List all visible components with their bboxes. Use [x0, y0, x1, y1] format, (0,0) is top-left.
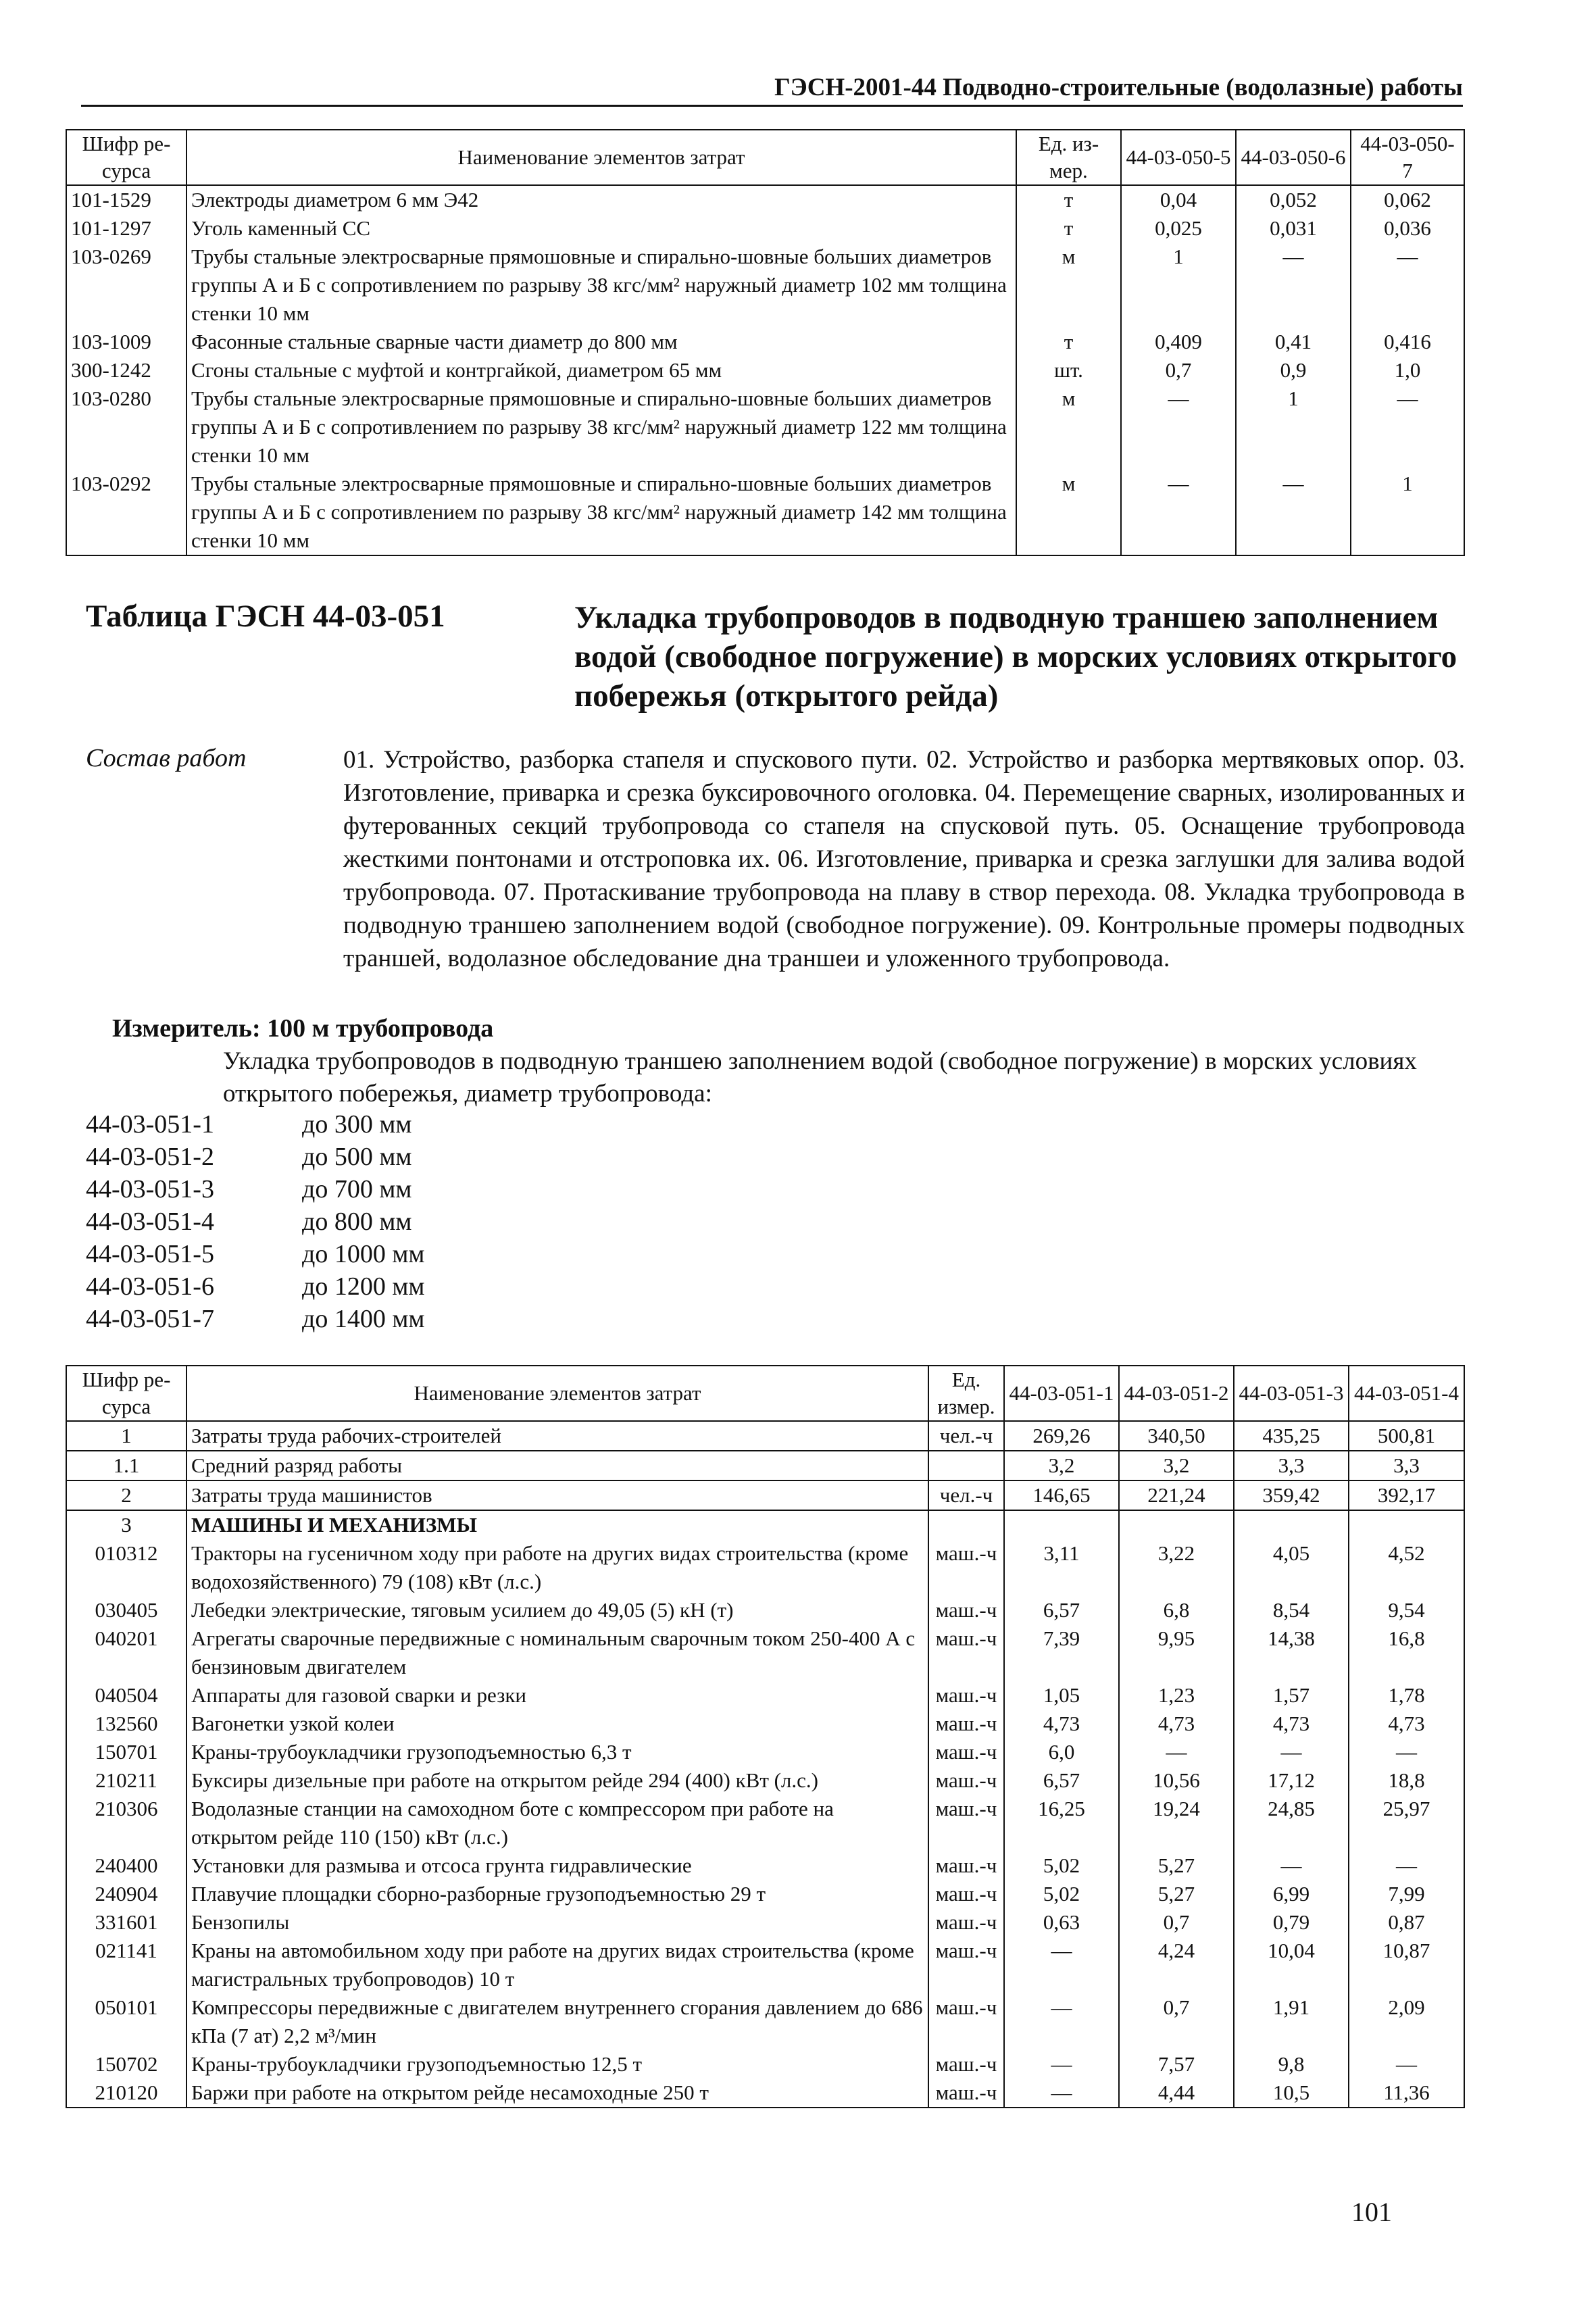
unit [928, 1451, 1004, 1480]
norm-code: 44-03-051-2 [86, 1143, 214, 1171]
unit: маш.-ч [928, 1539, 1004, 1596]
resource-name: Баржи при работе на открытом рейде несамоходные 250 т [186, 2078, 928, 2108]
norm-value: 10,56 [1119, 1766, 1234, 1795]
norm-value: 5,27 [1119, 1880, 1234, 1908]
resource-name: Аппараты для газовой сварки и резки [186, 1681, 928, 1710]
norm-value: 9,8 [1234, 2050, 1349, 2078]
resource-code: 103-0292 [66, 470, 186, 555]
table-row [66, 1738, 1464, 1766]
norm-value: 0,036 [1351, 214, 1464, 243]
resource-code: 040504 [66, 1681, 186, 1710]
list-item [86, 1205, 424, 1238]
resource-name: Водолазные станции на самоходном боте с компрессором при работе на открытом рейде 110 (150) кВт (л.с.) [186, 1795, 928, 1851]
norm-value: — [1004, 1937, 1119, 1993]
unit: маш.-ч [928, 1795, 1004, 1851]
norm-value: — [1349, 2050, 1464, 2078]
table-row [66, 1795, 1464, 1851]
norm-value: 500,81 [1349, 1421, 1464, 1451]
list-item [86, 1270, 424, 1303]
norm-value: 1,91 [1234, 1993, 1349, 2050]
col-header-name: Наименование элементов затрат [186, 130, 1016, 185]
resource-code: 040201 [66, 1624, 186, 1681]
resource-name: Бензопилы [186, 1908, 928, 1937]
norm-diameter: до 300 мм [302, 1110, 412, 1139]
norm-value: 3,3 [1234, 1451, 1349, 1480]
norm-value: 25,97 [1349, 1795, 1464, 1851]
norm-value: 4,24 [1119, 1937, 1234, 1993]
norm-value: 0,41 [1236, 328, 1351, 356]
table-row [66, 2078, 1464, 2108]
table-row [66, 356, 1464, 384]
resource-name: Краны на автомобильном ходу при работе на других видах строительства (кроме магистральных трубопроводов) 10 т [186, 1937, 928, 1993]
unit: шт. [1016, 356, 1121, 384]
unit: маш.-ч [928, 1851, 1004, 1880]
norm-value: 6,8 [1119, 1596, 1234, 1624]
table-row [66, 243, 1464, 328]
resource-name: Лебедки электрические, тяговым усилием до 49,05 (5) кН (т) [186, 1596, 928, 1624]
norm-value: 4,73 [1234, 1710, 1349, 1738]
resource-name: Уголь каменный СС [186, 214, 1016, 243]
resource-code: 150701 [66, 1738, 186, 1766]
unit: м [1016, 470, 1121, 555]
norm-diameter: до 1000 мм [302, 1240, 425, 1268]
list-item [86, 1108, 424, 1141]
norm-code: 44-03-051-6 [86, 1272, 214, 1301]
norm-value: 9,54 [1349, 1596, 1464, 1624]
norm-value: 340,50 [1119, 1421, 1234, 1451]
norm-value: — [1004, 2078, 1119, 2108]
norm-value: — [1351, 384, 1464, 470]
norm-diameter: до 1200 мм [302, 1272, 425, 1301]
col-header-norm: 44-03-051-2 [1119, 1366, 1234, 1421]
resource-name: Сгоны стальные с муфтой и контргайкой, диаметром 65 мм [186, 356, 1016, 384]
norm-value: 1,0 [1351, 356, 1464, 384]
norm-value: — [1236, 470, 1351, 555]
page-number: 101 [1351, 2197, 1392, 2227]
table-row [66, 1480, 1464, 1510]
col-header-unit: Ед. измер. [928, 1366, 1004, 1421]
running-header: ГЭСН-2001-44 Подводно-строительные (водолазные) работы [81, 73, 1463, 107]
norm-value: 6,99 [1234, 1880, 1349, 1908]
norm-value: 5,27 [1119, 1851, 1234, 1880]
unit: маш.-ч [928, 2078, 1004, 2108]
resource-code: 103-1009 [66, 328, 186, 356]
norm-value: 4,52 [1349, 1539, 1464, 1596]
resource-table-050 [66, 129, 1465, 556]
sostav-label: Состав работ [86, 744, 247, 772]
norm-value: 1,05 [1004, 1681, 1119, 1710]
norm-code: 44-03-051-7 [86, 1305, 214, 1333]
norm-value: 10,04 [1234, 1937, 1349, 1993]
unit: т [1016, 328, 1121, 356]
norm-value: 3,2 [1119, 1451, 1234, 1480]
unit: маш.-ч [928, 1710, 1004, 1738]
resource-name: Затраты труда рабочих-строителей [186, 1421, 928, 1451]
norm-diameter: до 700 мм [302, 1175, 412, 1203]
norm-value: 0,031 [1236, 214, 1351, 243]
norm-value: 0,04 [1121, 185, 1236, 214]
norm-value: — [1349, 1851, 1464, 1880]
unit: т [1016, 214, 1121, 243]
list-item [86, 1238, 424, 1270]
norm-value: 7,57 [1119, 2050, 1234, 2078]
table-row [66, 1539, 1464, 1596]
resource-code: 103-0280 [66, 384, 186, 470]
sostav-text: 01. Устройство, разборка стапеля и спускового пути. 02. Устройство и разборка мертвяковых опор. 03. Изготовление, приварка и срезка буксировочного оголовка. 04. Перемещение сварных, изолированных и футерованных секций трубопровода со стапеля на спусковой путь. 05. Оснащение трубопровода жесткими понтонами и отстроповка их. 06. Изготовление, приварка и срезка заглушки для залива водой трубопровода. 07. Протаскивание трубопровода на плаву в створ перехода. 08. Укладка трубопровода в подводную траншею заполнением водой (свободное погружение). 09. Контрольные промеры подводных траншей, водолазное обследование дна траншеи и уложенного трубопровода. [343, 746, 1465, 972]
unit: маш.-ч [928, 1880, 1004, 1908]
col-header-norm: 44-03-051-1 [1004, 1366, 1119, 1421]
norm-value: 221,24 [1119, 1480, 1234, 1510]
resource-name: Буксиры дизельные при работе на открытом рейде 294 (400) кВт (л.с.) [186, 1766, 928, 1795]
table-row [66, 1421, 1464, 1451]
norm-value: — [1004, 1993, 1119, 2050]
norm-code-list [86, 1108, 424, 1335]
norm-value: 19,24 [1119, 1795, 1234, 1851]
norm-value [1119, 1510, 1234, 1539]
col-header-norm: 44-03-050-7 [1351, 130, 1464, 185]
table-row [66, 1993, 1464, 2050]
resource-code: 210211 [66, 1766, 186, 1795]
norm-value: 359,42 [1234, 1480, 1349, 1510]
norm-value: 6,57 [1004, 1766, 1119, 1795]
unit: чел.-ч [928, 1421, 1004, 1451]
norm-value: — [1349, 1738, 1464, 1766]
norm-value: 146,65 [1004, 1480, 1119, 1510]
resource-name: Краны-трубоукладчики грузоподъемностью 6,3 т [186, 1738, 928, 1766]
norm-value: 17,12 [1234, 1766, 1349, 1795]
norm-value: — [1119, 1738, 1234, 1766]
norm-value: 1 [1121, 243, 1236, 328]
norm-value: 3,3 [1349, 1451, 1464, 1480]
norm-value: 7,99 [1349, 1880, 1464, 1908]
table-row [66, 1937, 1464, 1993]
resource-code: 210120 [66, 2078, 186, 2108]
norm-value: 9,95 [1119, 1624, 1234, 1681]
norm-value: — [1236, 243, 1351, 328]
norm-value: 1 [1351, 470, 1464, 555]
resource-table-051 [66, 1365, 1465, 2108]
resource-name: Краны-трубоукладчики грузоподъемностью 12,5 т [186, 2050, 928, 2078]
norm-value: 4,44 [1119, 2078, 1234, 2108]
norm-value: 392,17 [1349, 1480, 1464, 1510]
norm-value: 0,052 [1236, 185, 1351, 214]
ukladka-description: Укладка трубопроводов в подводную траншею заполнением водой (свободное погружение) в морских условиях открытого побережья, диаметр трубопровода: [223, 1047, 1417, 1107]
col-header-norm: 44-03-051-3 [1234, 1366, 1349, 1421]
norm-value: 2,09 [1349, 1993, 1464, 2050]
resource-name: Плавучие площадки сборно-разборные грузоподъемностью 29 т [186, 1880, 928, 1908]
resource-code: 103-0269 [66, 243, 186, 328]
norm-value: 16,8 [1349, 1624, 1464, 1681]
resource-name: Трубы стальные электросварные прямошовные и спирально-шовные больших диаметров группы А и Б с сопротивлением по разрыву 38 кгс/мм² наружный диаметр 142 мм толщина стенки 10 мм [186, 470, 1016, 555]
table-row [66, 214, 1464, 243]
unit [928, 1510, 1004, 1539]
table-row [66, 185, 1464, 214]
norm-value [1004, 1510, 1119, 1539]
norm-value: 269,26 [1004, 1421, 1119, 1451]
resource-code: 101-1297 [66, 214, 186, 243]
table-row [66, 1880, 1464, 1908]
table-row [66, 328, 1464, 356]
resource-code: 021141 [66, 1937, 186, 1993]
norm-value: 0,7 [1119, 1908, 1234, 1937]
resource-code: 210306 [66, 1795, 186, 1851]
norm-code: 44-03-051-1 [86, 1110, 214, 1139]
norm-value: 435,25 [1234, 1421, 1349, 1451]
norm-value: 4,05 [1234, 1539, 1349, 1596]
list-item [86, 1173, 424, 1205]
resource-code: 1 [66, 1421, 186, 1451]
unit: чел.-ч [928, 1480, 1004, 1510]
unit: маш.-ч [928, 1993, 1004, 2050]
unit: маш.-ч [928, 1596, 1004, 1624]
resource-name: Затраты труда машинистов [186, 1480, 928, 1510]
norm-value: 0,7 [1119, 1993, 1234, 2050]
norm-value: — [1121, 384, 1236, 470]
resource-code: 010312 [66, 1539, 186, 1596]
norm-value: 1,78 [1349, 1681, 1464, 1710]
norm-value: 14,38 [1234, 1624, 1349, 1681]
norm-value: 4,73 [1004, 1710, 1119, 1738]
table-row [66, 384, 1464, 470]
table-description: Укладка трубопроводов в подводную траншею заполнением водой (свободное погружение) в морских условиях открытого побережья (открытого рейда) [574, 600, 1457, 714]
list-item [86, 1303, 424, 1335]
norm-code: 44-03-051-4 [86, 1208, 214, 1236]
table-row [66, 470, 1464, 555]
table-row [66, 1851, 1464, 1880]
col-header-unit: Ед. из-мер. [1016, 130, 1121, 185]
resource-name: Тракторы на гусеничном ходу при работе на других видах строительства (кроме водохозяйственного) 79 (108) кВт (л.с.) [186, 1539, 928, 1596]
norm-value: 0,409 [1121, 328, 1236, 356]
resource-name: Трубы стальные электросварные прямошовные и спирально-шовные больших диаметров группы А и Б с сопротивлением по разрыву 38 кгс/мм² наружный диаметр 122 мм толщина стенки 10 мм [186, 384, 1016, 470]
resource-code: 030405 [66, 1596, 186, 1624]
unit: маш.-ч [928, 1681, 1004, 1710]
norm-diameter: до 1400 мм [302, 1305, 425, 1333]
norm-value: 0,062 [1351, 185, 1464, 214]
norm-code: 44-03-051-3 [86, 1175, 214, 1203]
norm-value: 16,25 [1004, 1795, 1119, 1851]
resource-code: 101-1529 [66, 185, 186, 214]
norm-value: 0,63 [1004, 1908, 1119, 1937]
table-row [66, 1908, 1464, 1937]
col-header-norm: 44-03-050-6 [1236, 130, 1351, 185]
norm-value: 1,23 [1119, 1681, 1234, 1710]
norm-value: — [1234, 1851, 1349, 1880]
norm-value: — [1004, 2050, 1119, 2078]
table-row [66, 1681, 1464, 1710]
col-header-code: Шифр ре-сурса [66, 1366, 186, 1421]
resource-name: Средний разряд работы [186, 1451, 928, 1480]
resource-name: Трубы стальные электросварные прямошовные и спирально-шовные больших диаметров группы А и Б с сопротивлением по разрыву 38 кгс/мм² наружный диаметр 102 мм толщина стенки 10 мм [186, 243, 1016, 328]
resource-name: Агрегаты сварочные передвижные с номинальным сварочным током 250-400 А с бензиновым двигателем [186, 1624, 928, 1681]
unit: маш.-ч [928, 1937, 1004, 1993]
norm-value: 3,11 [1004, 1539, 1119, 1596]
resource-code: 240400 [66, 1851, 186, 1880]
norm-diameter: до 800 мм [302, 1208, 412, 1236]
norm-value: 0,025 [1121, 214, 1236, 243]
norm-value: 18,8 [1349, 1766, 1464, 1795]
col-header-name: Наименование элементов затрат [186, 1366, 928, 1421]
norm-value: 11,36 [1349, 2078, 1464, 2108]
resource-name: Установки для размыва и отсоса грунта гидравлические [186, 1851, 928, 1880]
norm-value: 10,5 [1234, 2078, 1349, 2108]
norm-value: 1 [1236, 384, 1351, 470]
norm-value: 0,416 [1351, 328, 1464, 356]
norm-value: 1,57 [1234, 1681, 1349, 1710]
norm-value: 6,57 [1004, 1596, 1119, 1624]
resource-code: 3 [66, 1510, 186, 1539]
resource-code: 2 [66, 1480, 186, 1510]
norm-value: 3,2 [1004, 1451, 1119, 1480]
norm-value: 0,87 [1349, 1908, 1464, 1937]
unit: т [1016, 185, 1121, 214]
unit: маш.-ч [928, 2050, 1004, 2078]
unit: маш.-ч [928, 1908, 1004, 1937]
norm-value: 4,73 [1349, 1710, 1464, 1738]
norm-value: 10,87 [1349, 1937, 1464, 1993]
norm-value: — [1121, 470, 1236, 555]
norm-value: 7,39 [1004, 1624, 1119, 1681]
table-row [66, 2050, 1464, 2078]
norm-value: — [1351, 243, 1464, 328]
table-row [66, 1710, 1464, 1738]
unit: м [1016, 243, 1121, 328]
unit: маш.-ч [928, 1624, 1004, 1681]
resource-code: 300-1242 [66, 356, 186, 384]
resource-code: 050101 [66, 1993, 186, 2050]
table-row [66, 1624, 1464, 1681]
norm-code: 44-03-051-5 [86, 1240, 214, 1268]
table-row [66, 1766, 1464, 1795]
col-header-norm: 44-03-051-4 [1349, 1366, 1464, 1421]
norm-value: 0,9 [1236, 356, 1351, 384]
table-row [66, 1510, 1464, 1539]
unit: маш.-ч [928, 1738, 1004, 1766]
norm-value: 4,73 [1119, 1710, 1234, 1738]
resource-name: МАШИНЫ И МЕХАНИЗМЫ [186, 1510, 928, 1539]
table-title: Таблица ГЭСН 44-03-051 [86, 599, 445, 634]
col-header-norm: 44-03-050-5 [1121, 130, 1236, 185]
resource-code: 132560 [66, 1710, 186, 1738]
norm-diameter: до 500 мм [302, 1143, 412, 1171]
norm-value: 3,22 [1119, 1539, 1234, 1596]
norm-value: 0,79 [1234, 1908, 1349, 1937]
norm-value [1234, 1510, 1349, 1539]
unit: маш.-ч [928, 1766, 1004, 1795]
norm-value: 24,85 [1234, 1795, 1349, 1851]
norm-value: 5,02 [1004, 1880, 1119, 1908]
norm-value: 8,54 [1234, 1596, 1349, 1624]
norm-value: 6,0 [1004, 1738, 1119, 1766]
norm-value: 5,02 [1004, 1851, 1119, 1880]
table-row [66, 1596, 1464, 1624]
table-body [66, 185, 1464, 555]
col-header-code: Шифр ре-сурса [66, 130, 186, 185]
list-item [86, 1141, 424, 1173]
izmeritel: Измеритель: 100 м трубопровода [112, 1014, 494, 1043]
norm-value [1349, 1510, 1464, 1539]
table-row [66, 1451, 1464, 1480]
table-header-row [66, 1366, 1464, 1421]
norm-value: 0,7 [1121, 356, 1236, 384]
table-body [66, 1421, 1464, 2108]
resource-code: 1.1 [66, 1451, 186, 1480]
norm-value: — [1234, 1738, 1349, 1766]
resource-name: Компрессоры передвижные с двигателем внутреннего сгорания давлением до 686 кПа (7 ат) 2,2 м³/мин [186, 1993, 928, 2050]
table-header-row [66, 130, 1464, 185]
resource-name: Электроды диаметром 6 мм Э42 [186, 185, 1016, 214]
resource-code: 331601 [66, 1908, 186, 1937]
resource-name: Фасонные стальные сварные части диаметр до 800 мм [186, 328, 1016, 356]
resource-code: 150702 [66, 2050, 186, 2078]
resource-name: Вагонетки узкой колеи [186, 1710, 928, 1738]
unit: м [1016, 384, 1121, 470]
resource-code: 240904 [66, 1880, 186, 1908]
